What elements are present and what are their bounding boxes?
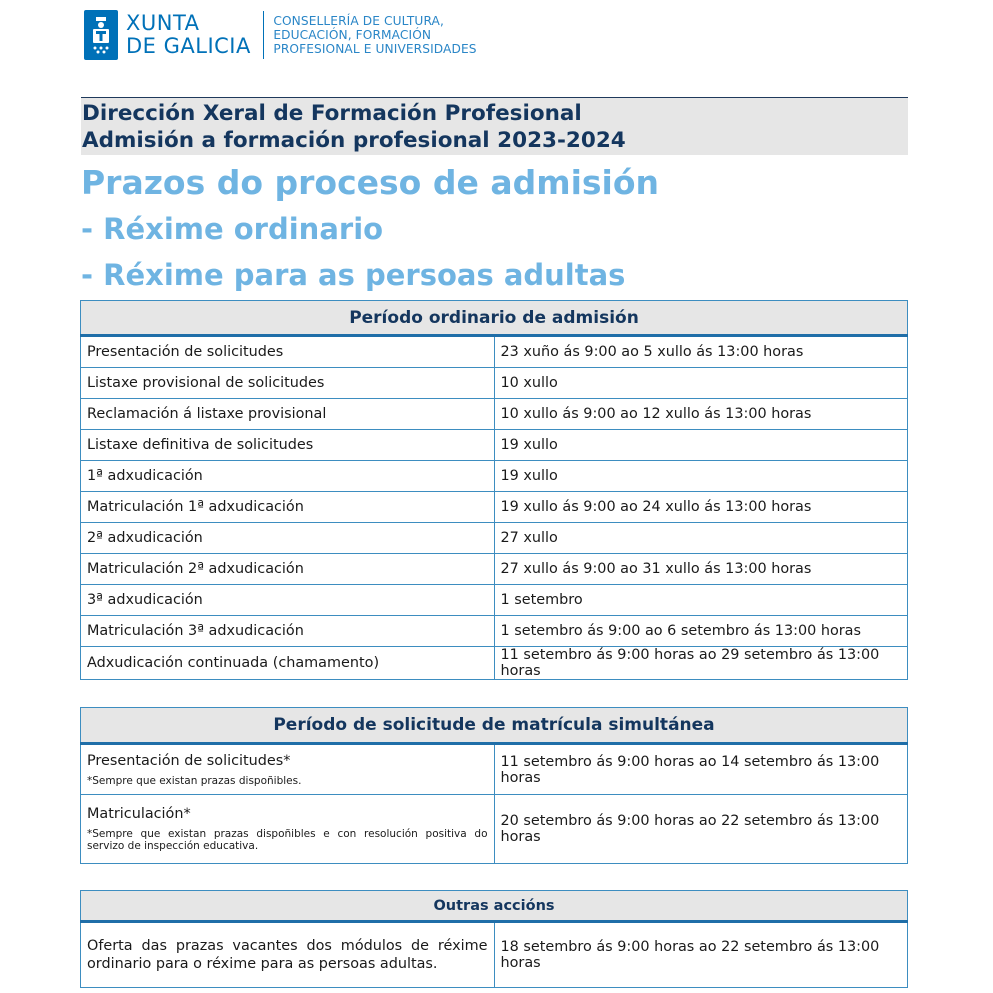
logo-line-1: XUNTA — [126, 11, 200, 35]
table-row — [81, 523, 908, 554]
table-row — [81, 744, 908, 795]
table-row — [81, 430, 908, 461]
table-row — [81, 368, 908, 399]
row-label: Adxudicación continuada (chamamento) — [81, 647, 495, 680]
row-label: Presentación de solicitudes* — [87, 752, 291, 769]
subheading-adults: - Réxime para as persoas adultas — [81, 258, 626, 292]
document-title-band — [81, 97, 908, 155]
title-line-2: Admisión a formación profesional 2023-2024 — [82, 128, 626, 153]
row-value: 18 setembro ás 9:00 horas ao 22 setembro ás 13:00 horas — [494, 922, 908, 988]
row-label: Matriculación* — [87, 806, 191, 822]
table-row — [81, 461, 908, 492]
ordinary-period-table — [80, 300, 908, 680]
row-label: Presentación de solicitudes — [81, 336, 495, 368]
row-note: *Sempre que existan prazas dispoñibles e con resolución positiva do servizo de inspección educativa. — [87, 828, 488, 852]
dept-line-1: CONSELLERÍA DE CULTURA, — [273, 14, 444, 28]
row-label: 2ª adxudicación — [81, 523, 495, 554]
row-value: 23 xuño ás 9:00 ao 5 xullo ás 13:00 horas — [494, 336, 908, 368]
row-value: 10 xullo — [494, 368, 908, 399]
row-value: 27 xullo ás 9:00 ao 31 xullo ás 13:00 horas — [494, 554, 908, 585]
logo-wordmark — [126, 12, 251, 58]
table-header: Período de solicitude de matrícula simultánea — [81, 708, 908, 744]
table-row — [81, 922, 908, 988]
dept-line-3: PROFESIONAL E UNIVERSIDADES — [273, 42, 477, 56]
table-header: Outras accións — [81, 891, 908, 922]
table-row — [81, 585, 908, 616]
row-value: 11 setembro ás 9:00 horas ao 14 setembro ás 13:00 horas — [494, 744, 908, 795]
row-label-cell — [81, 795, 495, 864]
table-row — [81, 554, 908, 585]
department-name — [273, 14, 476, 56]
row-value: 19 xullo — [494, 430, 908, 461]
row-label: Reclamación á listaxe provisional — [81, 399, 495, 430]
row-value: 19 xullo ás 9:00 ao 24 xullo ás 13:00 horas — [494, 492, 908, 523]
xunta-logo — [84, 10, 251, 60]
row-label-cell — [81, 744, 495, 795]
dept-line-2: EDUCACIÓN, FORMACIÓN — [273, 28, 432, 42]
table-row — [81, 399, 908, 430]
row-note: *Sempre que existan prazas dispoñibles. — [87, 774, 302, 787]
row-value: 11 setembro ás 9:00 horas ao 29 setembro ás 13:00 horas — [494, 647, 908, 680]
row-label: Oferta das prazas vacantes dos módulos de réxime ordinario para o réxime para as persoas adultas. — [81, 922, 495, 988]
row-value: 27 xullo — [494, 523, 908, 554]
row-label: 1ª adxudicación — [81, 461, 495, 492]
page-header — [84, 8, 477, 62]
header-divider — [263, 11, 265, 59]
row-label: Matriculación 1ª adxudicación — [81, 492, 495, 523]
row-label: Matriculación 3ª adxudicación — [81, 616, 495, 647]
table-header: Período ordinario de admisión — [81, 301, 908, 336]
table-row — [81, 616, 908, 647]
simultaneous-enrollment-table — [80, 707, 908, 864]
table-row — [81, 647, 908, 680]
main-heading: Prazos do proceso de admisión — [81, 163, 660, 202]
row-value: 20 setembro ás 9:00 horas ao 22 setembro ás 13:00 horas — [494, 795, 908, 864]
row-label: 3ª adxudicación — [81, 585, 495, 616]
row-label: Listaxe definitiva de solicitudes — [81, 430, 495, 461]
title-line-1: Dirección Xeral de Formación Profesional — [82, 101, 582, 126]
galicia-crest-icon — [84, 10, 118, 60]
table-row — [81, 795, 908, 864]
row-value: 19 xullo — [494, 461, 908, 492]
row-value: 10 xullo ás 9:00 ao 12 xullo ás 13:00 horas — [494, 399, 908, 430]
row-label: Matriculación 2ª adxudicación — [81, 554, 495, 585]
other-actions-table — [80, 890, 908, 988]
row-value: 1 setembro — [494, 585, 908, 616]
row-value: 1 setembro ás 9:00 ao 6 setembro ás 13:00 horas — [494, 616, 908, 647]
row-label: Listaxe provisional de solicitudes — [81, 368, 495, 399]
table-row — [81, 336, 908, 368]
subheading-ordinary: - Réxime ordinario — [81, 212, 384, 246]
logo-line-2: DE GALICIA — [126, 34, 251, 58]
table-row — [81, 492, 908, 523]
